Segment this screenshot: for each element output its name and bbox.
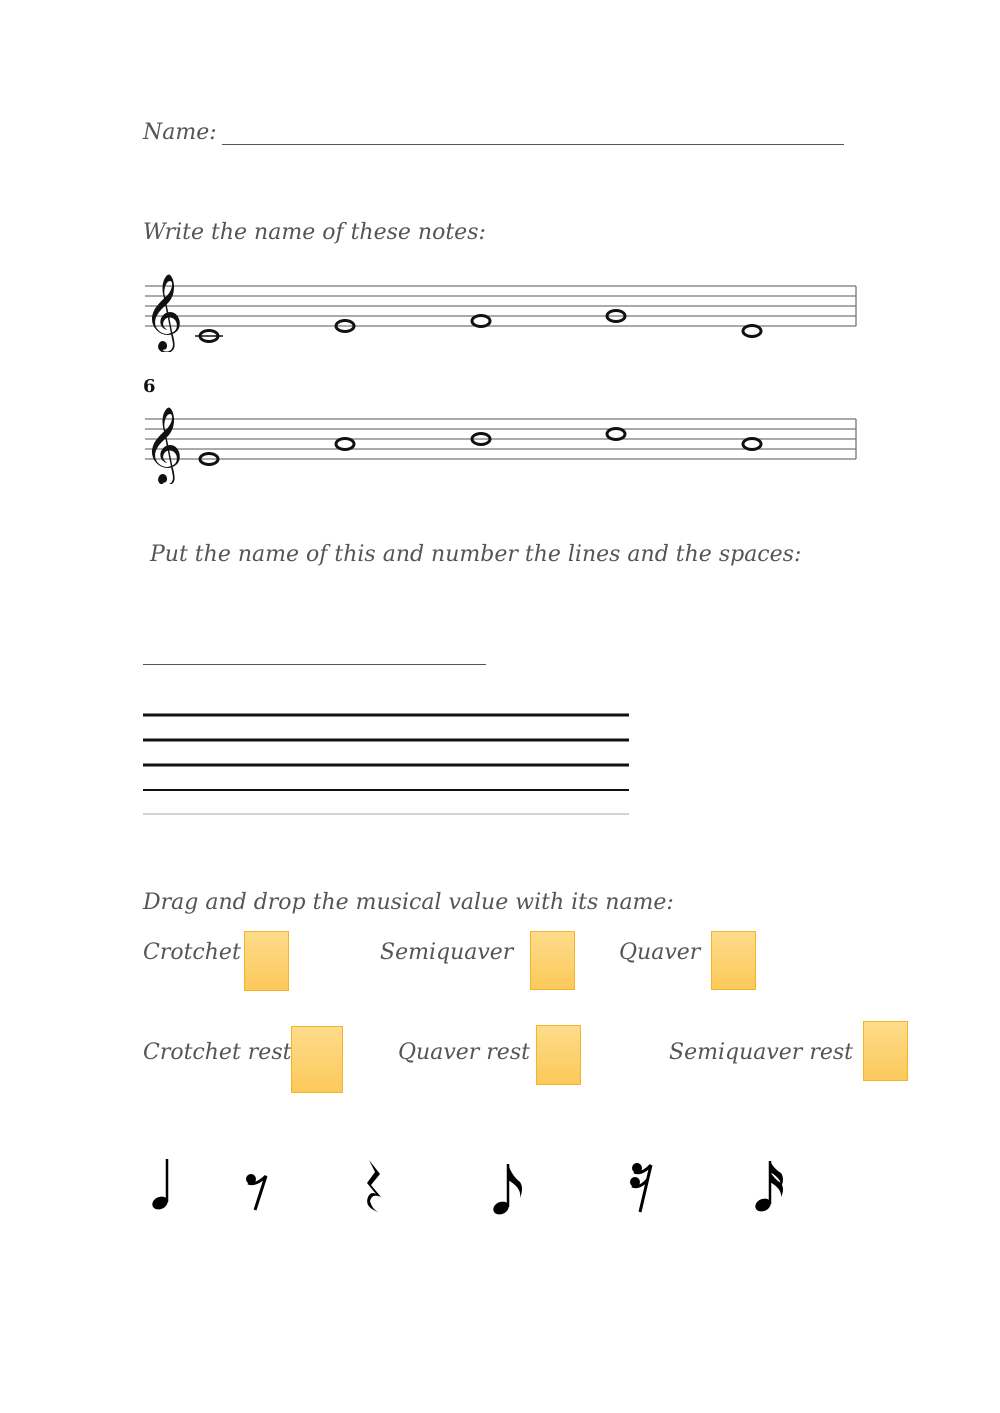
label-crotchet-rest: Crotchet rest [143, 1040, 292, 1065]
whole-note [743, 439, 761, 450]
q2-instruction: Put the name of this and number the lines and the spaces: [150, 542, 802, 567]
drop-box-quaver[interactable] [711, 931, 756, 990]
quaver-rest-icon[interactable] [242, 1170, 272, 1215]
crotchet-rest-icon[interactable] [360, 1157, 390, 1217]
whole-note [195, 331, 223, 342]
blank-staff [140, 705, 635, 820]
drop-box-crotchet[interactable] [244, 931, 289, 991]
drop-box-crotchet-rest[interactable] [291, 1026, 343, 1093]
label-semiquaver: Semiquaver [380, 940, 514, 965]
drop-box-semiquaver-rest[interactable] [863, 1021, 908, 1081]
name-label: Name: [143, 120, 217, 145]
whole-note [743, 326, 761, 337]
label-quaver: Quaver [619, 940, 701, 965]
crotchet-note-icon[interactable] [148, 1155, 178, 1215]
staff-2 [140, 394, 860, 484]
whole-note [607, 429, 625, 440]
q1-instruction: Write the name of these notes: [143, 220, 486, 245]
semiquaver-note-icon[interactable] [752, 1157, 792, 1217]
whole-note [336, 439, 354, 450]
drop-box-semiquaver[interactable] [530, 931, 575, 990]
measure-number: 6 [143, 376, 156, 397]
treble-clef-icon: 𝄞 [144, 406, 184, 483]
staff-name-answer-field[interactable] [143, 640, 486, 665]
treble-clef-icon: 𝄞 [144, 273, 184, 350]
label-crotchet: Crotchet [143, 940, 241, 965]
semiquaver-rest-icon[interactable] [626, 1160, 656, 1220]
label-quaver-rest: Quaver rest [398, 1040, 530, 1065]
quaver-note-icon[interactable] [490, 1160, 530, 1220]
drop-box-quaver-rest[interactable] [536, 1025, 581, 1085]
label-semiquaver-rest: Semiquaver rest [669, 1040, 853, 1065]
staff-1 [140, 262, 860, 352]
whole-note [472, 316, 490, 327]
q3-instruction: Drag and drop the musical value with its name: [143, 890, 674, 915]
name-field[interactable] [222, 122, 844, 145]
